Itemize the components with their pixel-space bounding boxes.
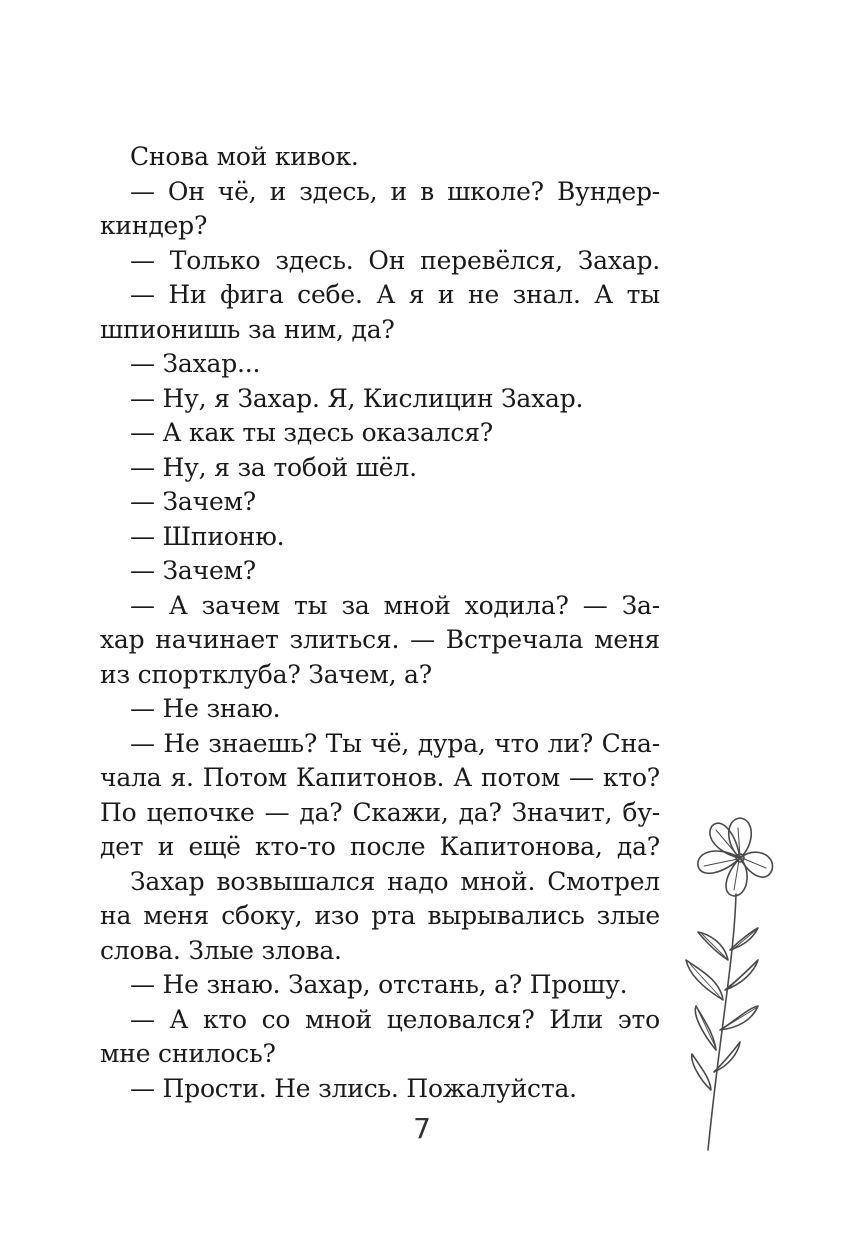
text-line: дет и ещё кто-то после Капитонова, да? (100, 832, 660, 861)
text-line: — Только здесь. Он перевёлся, Захар. (130, 245, 660, 275)
text-line: — А кто со мной целовался? Или это (130, 1004, 660, 1034)
text-line: шпионишь за ним, да? (100, 314, 395, 344)
text-line: мне снилось? (100, 1039, 276, 1068)
text-line: — Зачем? (130, 487, 257, 516)
text-line: — Зачем? (130, 556, 257, 585)
text-line: киндер? (100, 211, 208, 240)
text-line: — Шпионю. (130, 521, 285, 551)
text-line: — Не знаю. (130, 694, 281, 723)
text-line: Снова мой кивок. (130, 142, 359, 171)
text-line: из спортклуба? Зачем, а? (100, 659, 432, 689)
text-line: — Не знаю. Захар, отстань, а? Прошу. (130, 970, 628, 999)
text-line: на меня сбоку, изо рта вырывались злые (100, 901, 660, 930)
page-text (100, 140, 660, 1106)
page-number: 7 (413, 1112, 431, 1145)
text-line: Захар возвышался надо мной. Смотрел (130, 866, 660, 896)
text-line: По цепочке — да? Скажи, да? Значит, бу- (100, 797, 660, 827)
text-line: чала я. Потом Капитонов. А потом — кто? (100, 763, 660, 792)
text-line: — Ну, я Захар. Я, Кислицин Захар. (130, 383, 584, 413)
text-line: — Прости. Не злись. Пожалуйста. (130, 1073, 577, 1103)
text-line: — А как ты здесь оказался? (130, 418, 493, 447)
text-line: хар начинает злиться. — Встречала меня (100, 625, 660, 654)
text-line: слова. Злые злова. (100, 935, 342, 965)
text-line: — Ни фига себе. А я и не знал. А ты (130, 280, 660, 309)
text-line: — Ну, я за тобой шёл. (130, 452, 417, 482)
flower-illustration-icon (668, 810, 778, 1160)
text-line: — Он чё, и здесь, и в школе? Вундер- (130, 176, 660, 206)
text-line: — А зачем ты за мной ходила? — За- (130, 590, 660, 620)
text-line: — Захар... (130, 349, 261, 378)
text-line: — Не знаешь? Ты чё, дура, что ли? Сна- (130, 728, 660, 758)
